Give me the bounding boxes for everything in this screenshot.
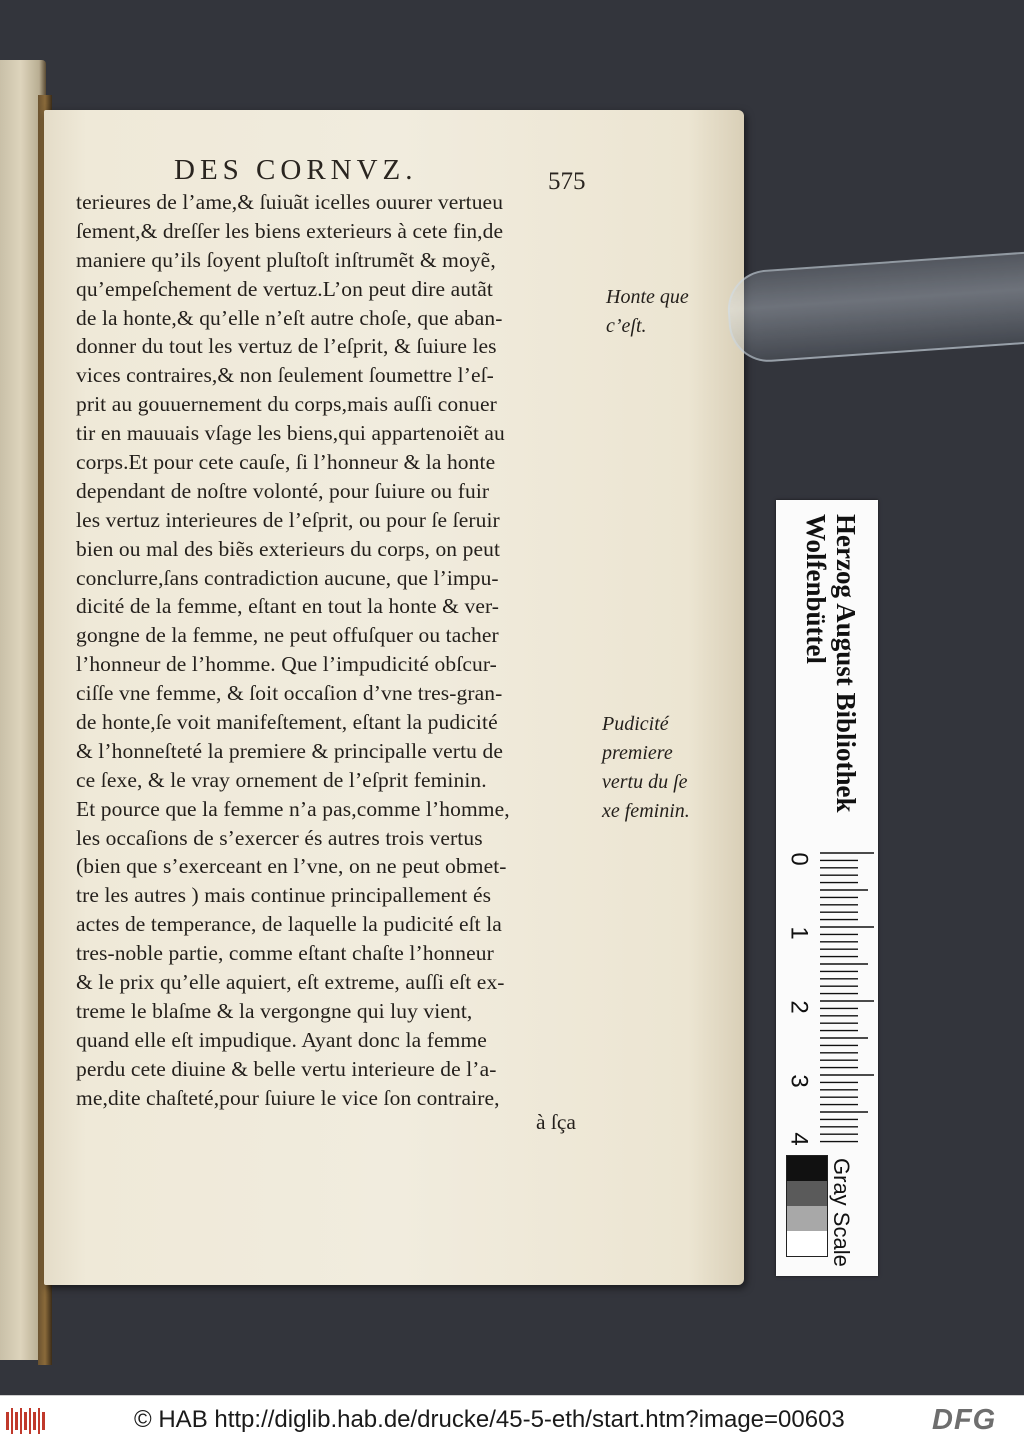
gray-patch	[787, 1156, 827, 1181]
text-line: l’honneur de l’homme. Que l’impudicité obſcur-	[76, 652, 497, 677]
barcode-logo-icon	[6, 1408, 48, 1434]
dfg-logo: DFG	[932, 1404, 997, 1436]
ruler	[784, 845, 874, 1145]
text-line: donner du tout les vertuz de l’eſprit, & ſuiure les	[76, 334, 497, 359]
footer-bar	[0, 1395, 1024, 1445]
margin-note-line: Pudicité	[602, 713, 669, 735]
text-line: ciſſe vne femme, & ſoit occaſion d’vne tres-gran-	[76, 681, 503, 706]
margin-note-line: c’eſt.	[606, 314, 647, 337]
gray-scale-patches	[786, 1155, 828, 1257]
margin-note-line: xe feminin.	[602, 799, 690, 822]
book-page	[44, 110, 744, 1285]
text-line: ce ſexe, & le vray ornement de l’eſprit feminin.	[76, 767, 487, 792]
text-line: gongne de la femme, ne peut offuſquer ou tacher	[76, 623, 499, 648]
text-line: corps.Et pour cete cauſe, ſi l’honneur & la honte	[76, 450, 496, 475]
text-line: perdu cete diuine & belle vertu interieure de l’a-	[76, 1056, 497, 1081]
margin-note-line: Honte que	[606, 286, 689, 308]
ruler-number: 4	[785, 1132, 813, 1146]
catchword: à ſça	[536, 1110, 576, 1134]
text-line: de honte,ſe voit manifeſtement, eſtant la pudicité	[76, 710, 498, 735]
running-head: DES CORNVZ.	[174, 154, 418, 186]
text-line: quand elle eſt impudique. Ayant donc la femme	[76, 1027, 487, 1052]
text-line: maniere qu’ils ſoyent pluſtoſt inſtrumẽt & moyẽ,	[76, 247, 496, 272]
margin-note-honte	[606, 283, 689, 341]
library-name-line-2: Wolfenbüttel	[801, 514, 831, 665]
text-line: tres-noble partie, comme eſtant chaſte l’honneur	[76, 941, 494, 966]
ruler-number: 0	[785, 852, 813, 866]
text-line: & le prix qu’elle aquiert, eſt extreme, auſſi eſt ex-	[76, 970, 505, 995]
text-line: terieures de l’ame,& ſuiuãt icelles ouurer vertueu	[76, 190, 504, 214]
footer-credit-link[interactable]: © HAB http://diglib.hab.de/drucke/45-5-eth/start.htm?image=00603	[134, 1406, 845, 1433]
text-line: actes de temperance, de laquelle la pudicité eſt la	[76, 912, 502, 937]
page-clip	[725, 252, 1024, 365]
ruler-number: 1	[785, 926, 813, 940]
text-line: les occaſions de s’exercer és autres trois vertus	[76, 825, 483, 850]
text-line: tir en mauuais vſage les biens,qui appartenoiẽt au	[76, 421, 505, 446]
text-line: dicité de la femme, eſtant en tout la honte & ver-	[76, 594, 500, 619]
text-line: prit au gouuernement du corps,mais auſſi conuer	[76, 392, 497, 417]
text-line: bien ou mal des biẽs exterieurs du corps, on peut	[76, 536, 501, 561]
text-line: dependant de noſtre volonté, pour ſuiure ou fuir	[76, 478, 490, 503]
ruler-number: 3	[785, 1074, 813, 1088]
page-number: 575	[548, 168, 586, 195]
text-line: me,dite chaſteté,pour ſuiure le vice ſon contraire,	[76, 1085, 500, 1110]
text-line: & l’honneſteté la premiere & principalle vertu de	[76, 738, 503, 763]
library-name	[801, 514, 869, 844]
ruler-ticks	[784, 845, 874, 1145]
gray-patch	[787, 1206, 827, 1231]
margin-note-line: premiere	[602, 741, 673, 764]
reference-card	[776, 500, 878, 1276]
text-line: conclurre,ſans contradiction aucune, que l’impu-	[76, 565, 499, 590]
text-line: qu’empeſchement de vertuz.L’on peut dire autãt	[76, 276, 493, 301]
text-line: les vertuz interieures de l’eſprit, ou pour ſe ſeruir	[76, 507, 500, 532]
body-text	[76, 188, 606, 1113]
margin-note-pudicite	[602, 710, 690, 826]
gray-patch	[787, 1181, 827, 1206]
text-line: de la honte,& qu’elle n’eſt autre choſe, que aban-	[76, 305, 503, 330]
text-line: Et pource que la femme n’a pas,comme l’homme,	[76, 796, 510, 821]
library-name-line-1: Herzog August Bibliothek	[831, 514, 861, 813]
text-line: (bien que s’exerceant en l’vne, on ne peut obmet-	[76, 854, 507, 879]
margin-note-line: vertu du ſe	[602, 770, 688, 793]
text-line: ſement,& dreſſer les biens exterieurs à cete fin,de	[76, 218, 504, 243]
ruler-number: 2	[785, 1000, 813, 1014]
text-line: vices contraires,& non ſeulement ſoumettre l’eſ-	[76, 363, 494, 388]
text-line: treme le blaſme & la vergongne qui luy vient,	[76, 998, 473, 1023]
gray-scale-label: Gray Scale	[829, 1158, 854, 1267]
text-line: tre les autres ) mais continue principallement és	[76, 883, 492, 908]
gray-patch	[787, 1231, 827, 1256]
